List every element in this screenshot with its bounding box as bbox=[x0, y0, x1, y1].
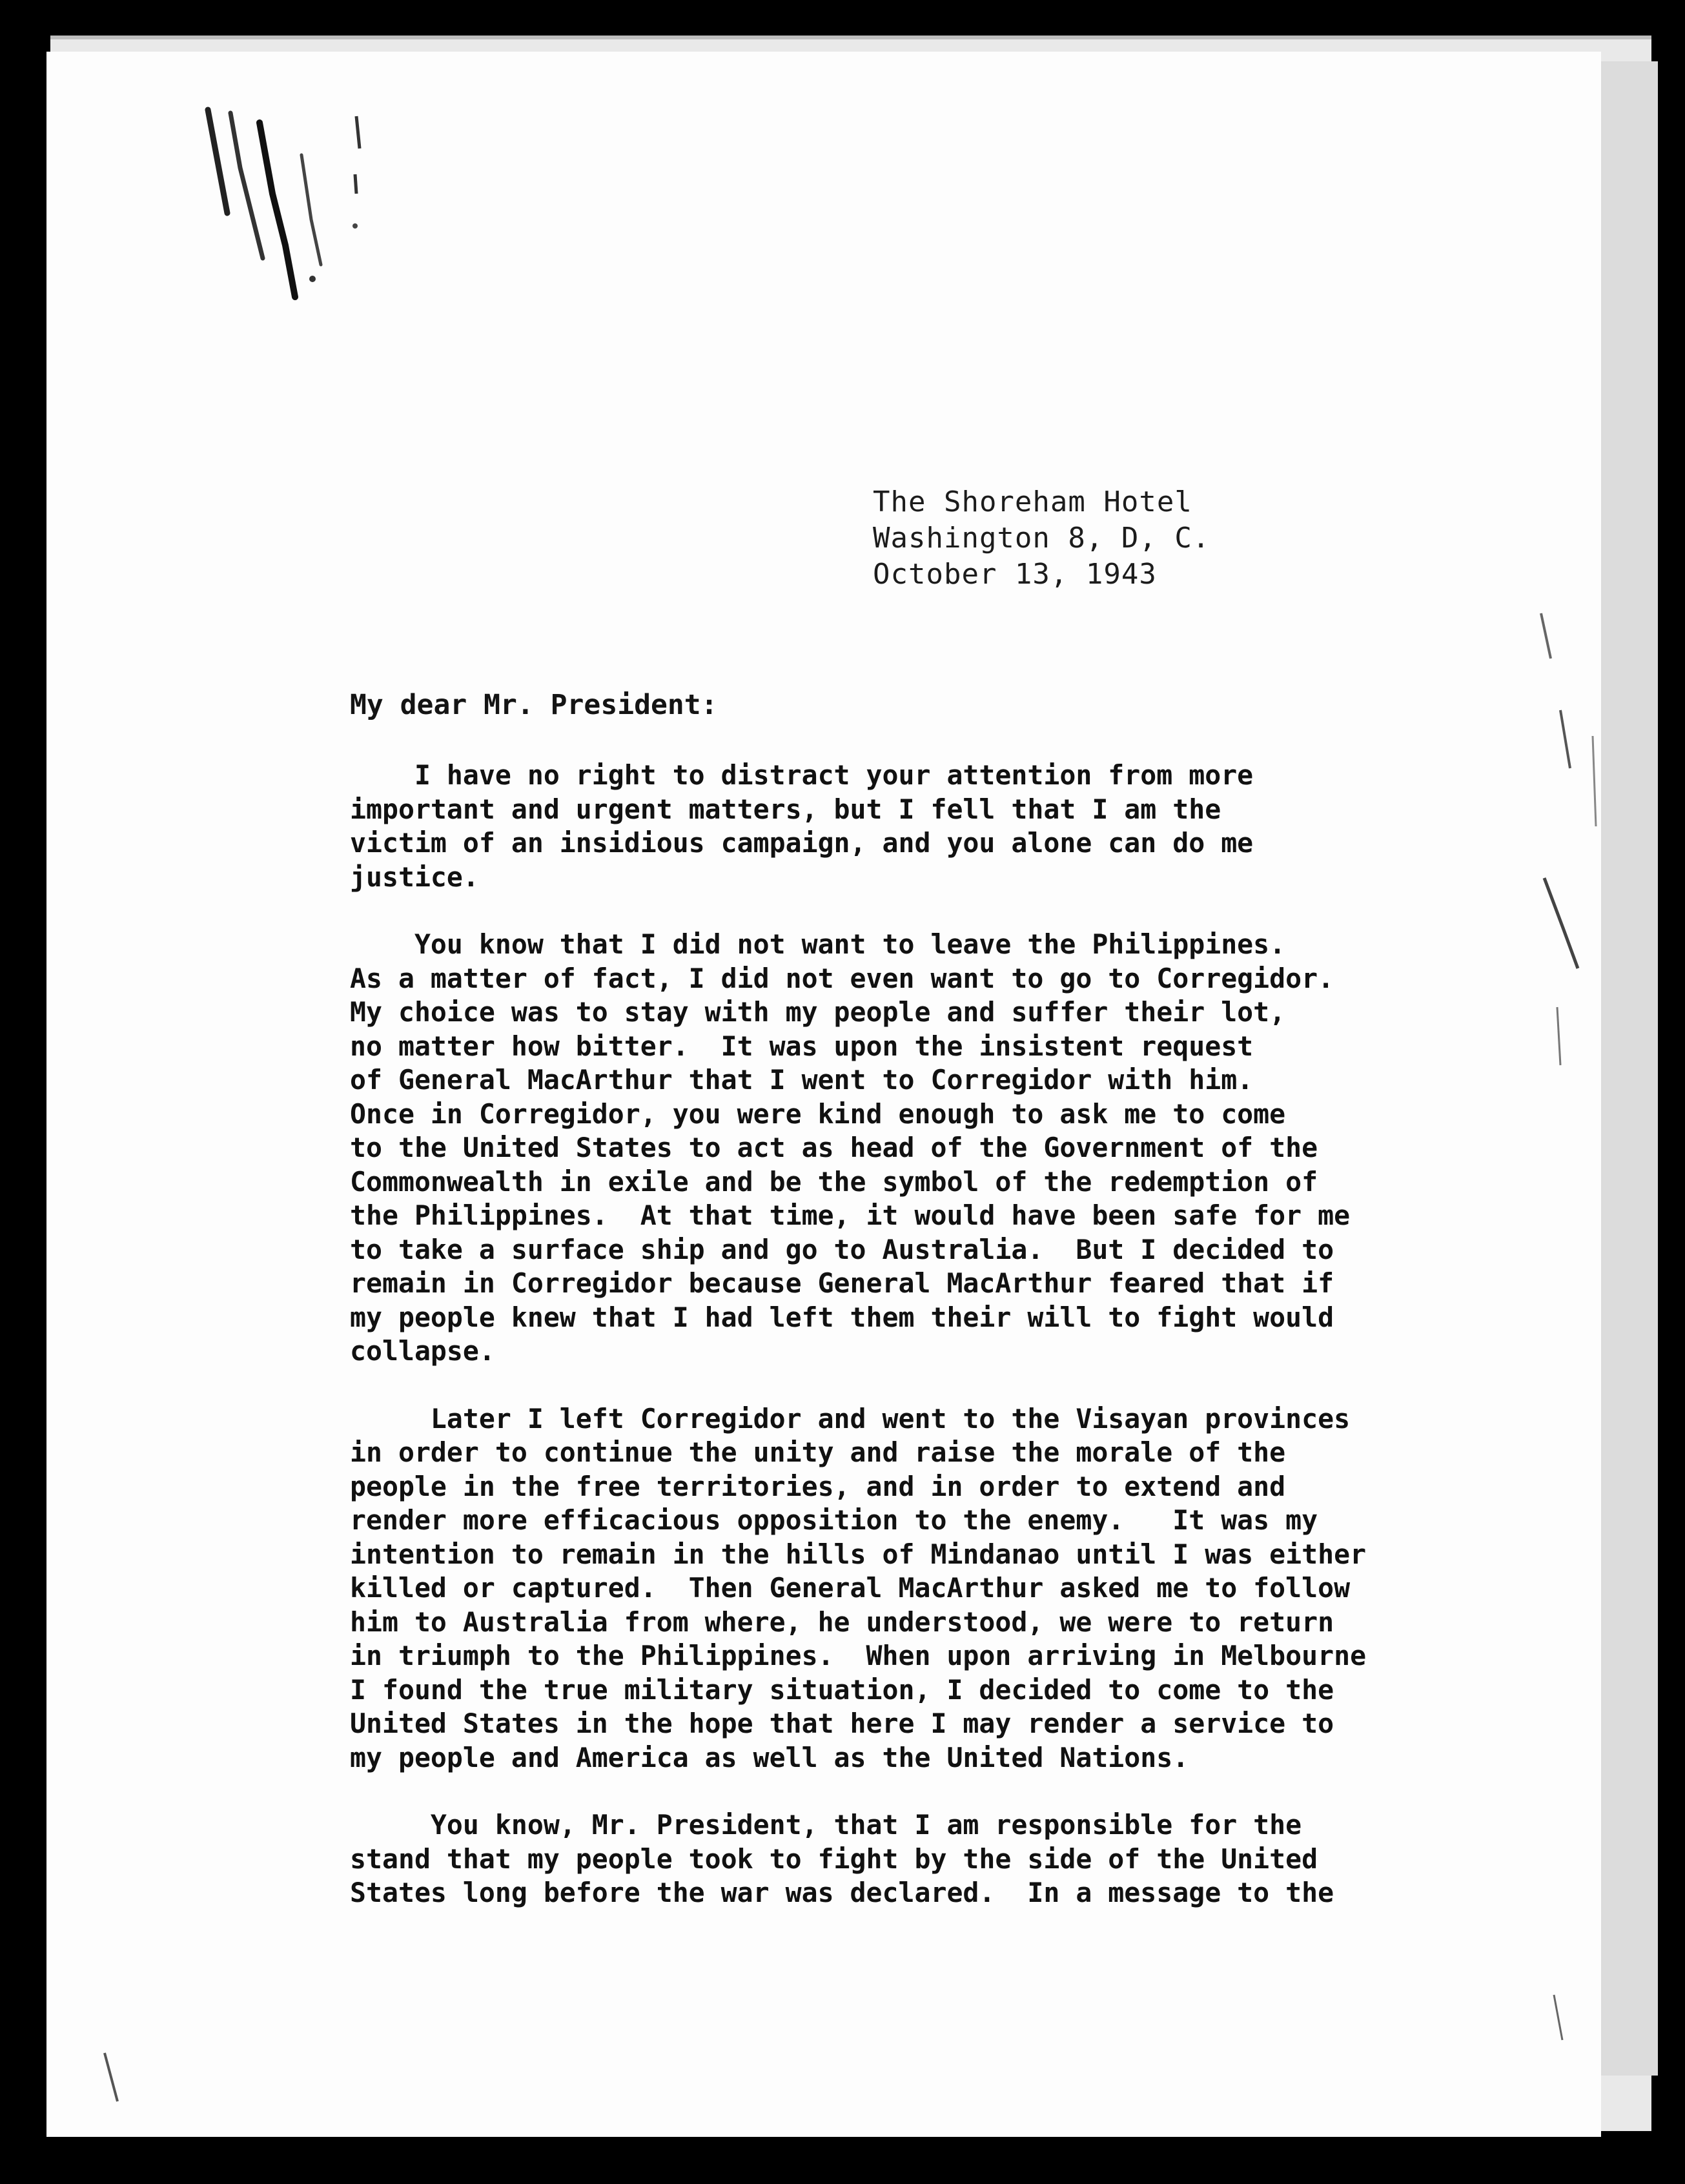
text-line: Commonwealth in exile and be the symbol of the redemption of bbox=[350, 1165, 1318, 1198]
text-line: United States in the hope that here I may render a service to bbox=[350, 1708, 1334, 1739]
text-line: of General MacArthur that I went to Corregidor with him. bbox=[350, 1064, 1254, 1096]
sender-address-block bbox=[873, 484, 1210, 593]
address-line: The Shoreham Hotel bbox=[873, 485, 1192, 518]
date-line: October 13, 1943 bbox=[873, 558, 1157, 591]
address-line: Washington 8, D, C. bbox=[873, 522, 1210, 555]
text-line: killed or captured. Then General MacArthur asked me to follow bbox=[350, 1572, 1351, 1604]
text-line: in triumph to the Philippines. When upon arriving in Melbourne bbox=[350, 1640, 1367, 1671]
text-line: justice. bbox=[350, 861, 479, 893]
paragraph bbox=[350, 928, 1447, 1369]
paragraph bbox=[350, 1808, 1447, 1910]
text-line: I found the true military situation, I decided to come to the bbox=[350, 1673, 1334, 1706]
text-line: in order to continue the unity and raise the morale of the bbox=[350, 1436, 1286, 1468]
text-line: As a matter of fact, I did not even want to go to Corregidor. bbox=[350, 962, 1334, 994]
text-line: people in the free territories, and in order to extend and bbox=[350, 1470, 1286, 1502]
text-line: render more efficacious opposition to the enemy. It was my bbox=[350, 1504, 1318, 1536]
text-line: collapse. bbox=[350, 1335, 495, 1367]
letter-body bbox=[350, 759, 1447, 1944]
text-line: remain in Corregidor because General MacArthur feared that if bbox=[350, 1267, 1334, 1299]
text-line: to the United States to act as head of the Government of the bbox=[350, 1132, 1318, 1163]
text-line: I have no right to distract your attention from more bbox=[350, 759, 1254, 791]
text-line: to take a surface ship and go to Australia. But I decided to bbox=[350, 1233, 1334, 1265]
text-line: You know, Mr. President, that I am responsible for the bbox=[350, 1809, 1302, 1841]
text-line: stand that my people took to fight by the side of the United bbox=[350, 1842, 1318, 1875]
text-line: You know that I did not want to leave the Philippines. bbox=[350, 928, 1286, 960]
text-line: Once in Corregidor, you were kind enough to ask me to come bbox=[350, 1097, 1286, 1130]
paragraph bbox=[350, 759, 1447, 894]
text-line: important and urgent matters, but I fell that I am the bbox=[350, 793, 1221, 825]
text-line: my people and America as well as the United Nations. bbox=[350, 1741, 1189, 1773]
text-line: My choice was to stay with my people and suffer their lot, bbox=[350, 996, 1286, 1028]
text-line: intention to remain in the hills of Mindanao until I was either bbox=[350, 1538, 1367, 1570]
text-line: victim of an insidious campaign, and you alone can do me bbox=[350, 827, 1254, 859]
underlying-page-edge bbox=[1595, 61, 1658, 2076]
text-line: my people knew that I had left them their will to fight would bbox=[350, 1301, 1334, 1333]
text-line: no matter how bitter. It was upon the insistent request bbox=[350, 1030, 1254, 1062]
text-line: States long before the war was declared. In a message to the bbox=[350, 1877, 1334, 1908]
letter-page bbox=[46, 52, 1601, 2137]
salutation: My dear Mr. President: bbox=[350, 689, 718, 721]
text-line: Later I left Corregidor and went to the Visayan provinces bbox=[350, 1402, 1351, 1434]
paragraph bbox=[350, 1402, 1447, 1775]
text-line: the Philippines. At that time, it would have been safe for me bbox=[350, 1199, 1351, 1231]
text-line: him to Australia from where, he understood, we were to return bbox=[350, 1606, 1334, 1638]
